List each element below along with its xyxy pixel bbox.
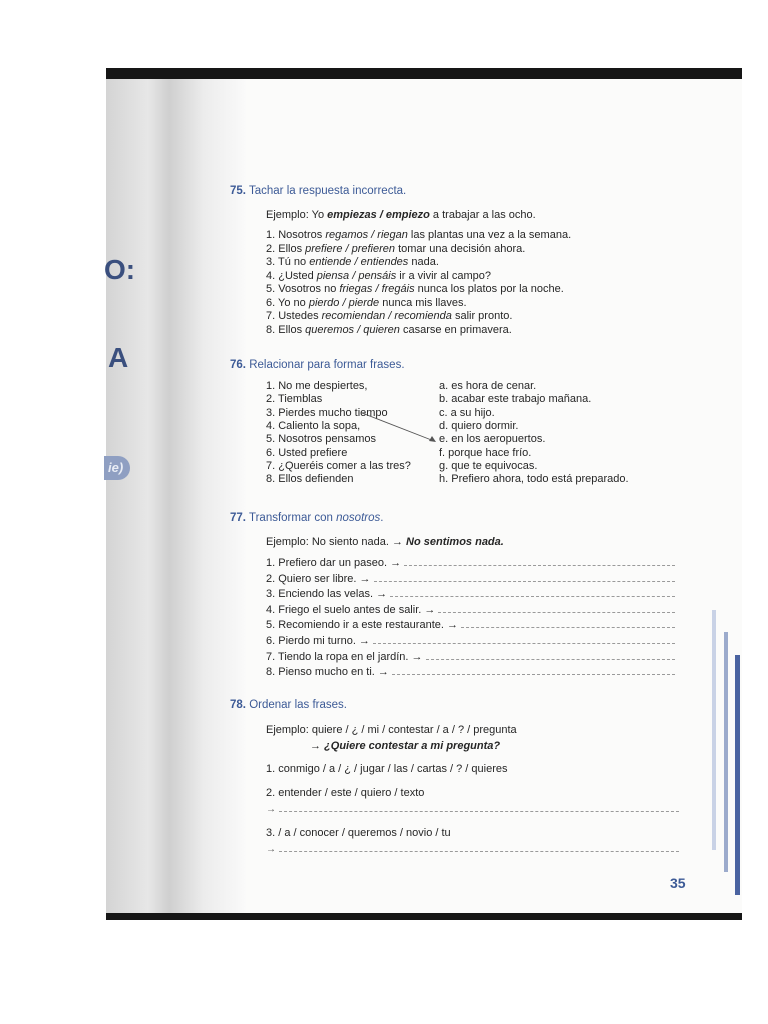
- exercise-77-title: 77. Transformar con nosotros.: [230, 512, 384, 524]
- match-right-item[interactable]: f. porque hace frío.: [439, 446, 532, 459]
- answer-line[interactable]: [373, 635, 675, 644]
- match-right-item[interactable]: e. en los aeropuertos.: [439, 433, 546, 446]
- answer-line[interactable]: [438, 604, 675, 613]
- exercise-78-example: Ejemplo: quiere / ¿ / mi / contestar / a / ? / pregunta: [266, 724, 517, 736]
- match-left-item[interactable]: 3. Pierdes mucho tiempo: [266, 406, 388, 419]
- match-left-item[interactable]: 7. ¿Queréis comer a las tres?: [266, 459, 411, 472]
- page-edge-stripe: [712, 610, 716, 850]
- page-edge-stripe: [735, 655, 740, 895]
- exercise-75-item: 2. Ellos prefiere / prefieren tomar una decisión ahora.: [266, 242, 526, 255]
- scan-top-border: [106, 68, 742, 79]
- exercise-75-item: 1. Nosotros regamos / riegan las plantas una vez a la semana.: [266, 229, 572, 241]
- verb-options[interactable]: queremos / quieren: [305, 323, 400, 336]
- match-left-item[interactable]: 1. No me despiertes,: [266, 380, 368, 392]
- match-left-item[interactable]: 4. Caliento la sopa,: [266, 419, 361, 432]
- answer-line[interactable]: [426, 651, 675, 660]
- exercise-78-title: 78. Ordenar las frases.: [230, 699, 347, 711]
- verb-options[interactable]: friegas / fregáis: [339, 283, 415, 295]
- match-right-item[interactable]: b. acabar este trabajo mañana.: [439, 393, 592, 406]
- previous-page-pill: ie): [104, 456, 130, 480]
- exercise-78-answer-line[interactable]: →: [266, 803, 679, 815]
- answer-line[interactable]: [404, 557, 675, 566]
- exercise-78-item: 3. / a / conocer / queremos / novio / tu: [266, 827, 451, 839]
- exercise-78-answer-line[interactable]: →: [266, 843, 679, 855]
- exercise-77-item: 2. Quiero ser libre. →: [266, 573, 675, 585]
- exercise-77-item: 6. Pierdo mi turno. →: [266, 635, 675, 647]
- answer-line[interactable]: [392, 666, 675, 675]
- verb-options[interactable]: recomiendan / recomienda: [321, 310, 452, 322]
- verb-options[interactable]: piensa / pensáis: [316, 269, 397, 282]
- exercise-77-item: 4. Friego el suelo antes de salir. →: [266, 604, 675, 616]
- match-left-item[interactable]: 2. Tiemblas: [266, 393, 323, 406]
- verb-options[interactable]: entiende / entiendes: [309, 256, 409, 268]
- exercise-78-item: 1. conmigo / a / ¿ / jugar / las / cartas / ? / quieres: [266, 763, 508, 775]
- exercise-78-example-answer: → ¿Quiere contestar a mi pregunta?: [310, 740, 501, 752]
- book-spine-shadow: [106, 79, 246, 913]
- answer-line[interactable]: [461, 619, 675, 628]
- exercise-75-item: 3. Tú no entiende / entiendes nada.: [266, 256, 439, 268]
- previous-page-letter-fragment: O:: [104, 254, 136, 285]
- match-left-item[interactable]: 8. Ellos defienden: [266, 473, 354, 486]
- exercise-75-item: 5. Vosotros no friegas / fregáis nunca los platos por la noche.: [266, 283, 564, 295]
- exercise-78-item: 2. entender / este / quiero / texto: [266, 787, 425, 799]
- match-left-item[interactable]: 6. Usted prefiere: [266, 446, 348, 459]
- exercise-75-item: 8. Ellos queremos / quieren casarse en primavera.: [266, 323, 512, 336]
- match-right-item[interactable]: g. que te equivocas.: [439, 459, 538, 472]
- match-left-item[interactable]: 5. Nosotros pensamos: [266, 433, 377, 446]
- verb-options[interactable]: regamos / riegan: [325, 229, 408, 241]
- exercise-76-title: 76. Relacionar para formar frases.: [230, 359, 405, 371]
- match-right-item[interactable]: d. quiero dormir.: [439, 419, 519, 432]
- exercise-75-example: Ejemplo: Yo empiezas / empiezo a trabajar a las ocho.: [266, 209, 536, 221]
- answer-line[interactable]: [374, 573, 675, 582]
- verb-options[interactable]: prefiere / prefieren: [305, 242, 396, 255]
- match-right-item[interactable]: a. es hora de cenar.: [439, 380, 537, 392]
- answer-line[interactable]: [390, 588, 675, 597]
- exercise-77-item: 5. Recomiendo ir a este restaurante. →: [266, 619, 675, 631]
- exercise-77-example: Ejemplo: No siento nada. → No sentimos nada.: [266, 536, 504, 548]
- exercise-77-item: 7. Tiendo la ropa en el jardín. →: [266, 651, 675, 663]
- exercise-77-item: 3. Enciendo las velas. →: [266, 588, 675, 600]
- match-arrow: [360, 410, 440, 446]
- scan-bottom-border: [106, 913, 742, 920]
- verb-options[interactable]: pierdo / pierde: [308, 296, 380, 309]
- page-edge-stripe: [724, 632, 728, 872]
- match-right-item[interactable]: c. a su hijo.: [439, 406, 495, 419]
- match-right-item[interactable]: h. Prefiero ahora, todo está preparado.: [439, 473, 629, 486]
- page-number: 35: [670, 875, 686, 891]
- exercise-77-item: 8. Pienso mucho en ti. →: [266, 666, 675, 678]
- exercise-77-item: 1. Prefiero dar un paseo. →: [266, 557, 675, 569]
- exercise-75-title: 75. Tachar la respuesta incorrecta.: [230, 185, 407, 197]
- exercise-75-item: 7. Ustedes recomiendan / recomienda salir pronto.: [266, 310, 513, 322]
- exercise-75-item: 4. ¿Usted piensa / pensáis ir a vivir al campo?: [266, 269, 492, 282]
- previous-page-letter-fragment: A: [108, 342, 129, 373]
- exercise-75-item: 6. Yo no pierdo / pierde nunca mis llaves.: [266, 296, 467, 309]
